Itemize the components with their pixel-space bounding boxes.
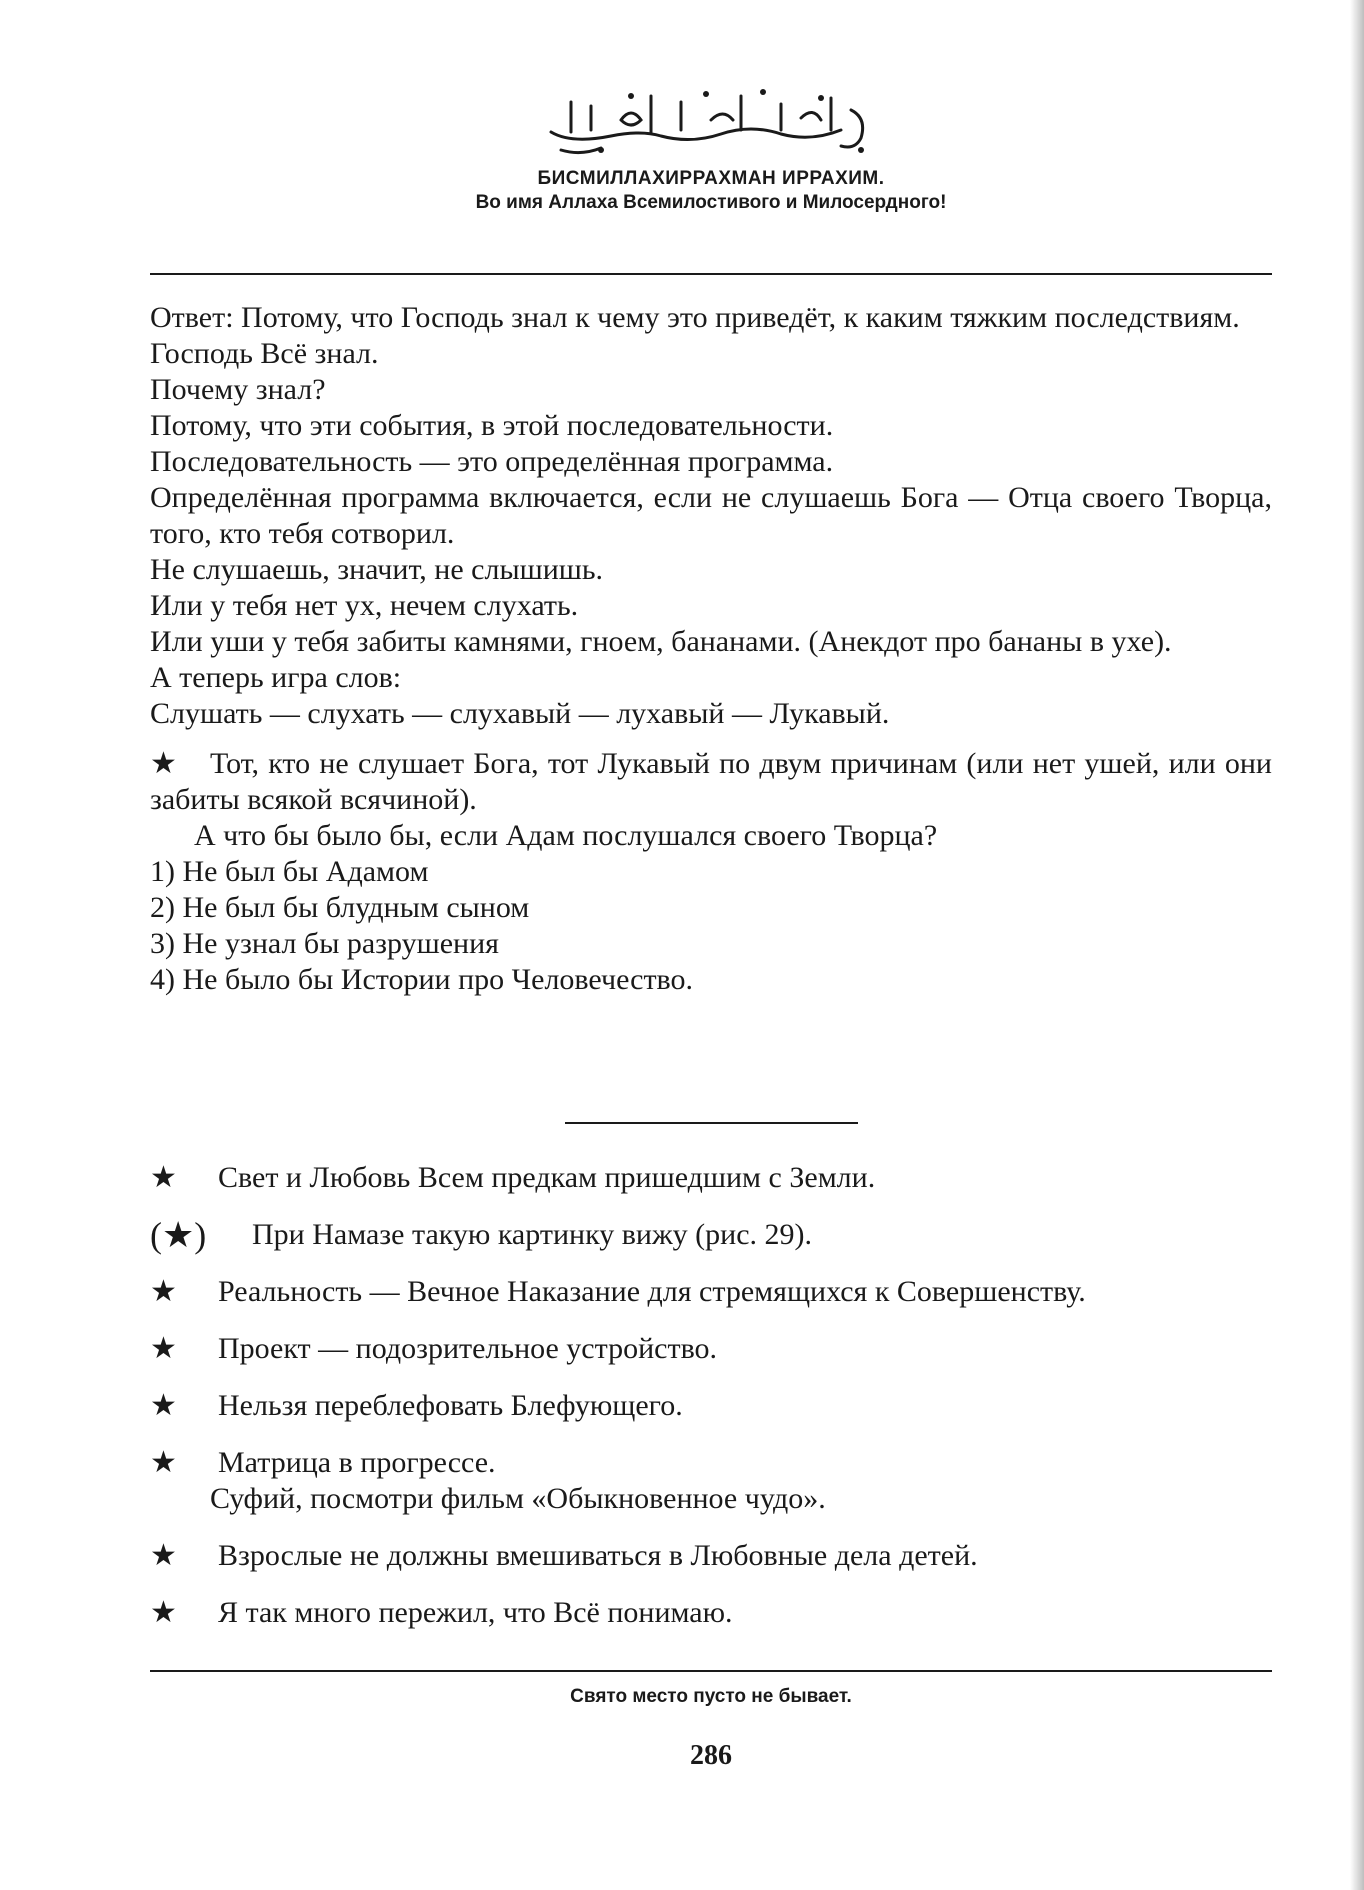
scan-edge <box>1350 0 1364 1890</box>
list-item: 2) Не был бы блудным сыном <box>150 891 530 924</box>
note-item <box>150 1160 1272 1196</box>
note-text: Проект — подозрительное устройство. <box>218 1332 718 1365</box>
header-divider <box>150 273 1272 275</box>
star-icon: ★ <box>150 1275 177 1308</box>
list-item: 4) Не было бы Истории про Человечество. <box>150 963 694 996</box>
star-icon: ★ <box>150 1596 177 1629</box>
paragraph: Слушать — слухать — слухавый — лухавый — Лукавый. <box>150 697 890 730</box>
note-item <box>150 1217 1272 1253</box>
note-text: При Намазе такую картинку вижу (рис. 29). <box>252 1218 813 1251</box>
page-number: 286 <box>690 1740 732 1771</box>
page-header <box>150 80 1272 214</box>
note-text: Нельзя переблефовать Блефующего. <box>218 1389 683 1422</box>
paragraph: Или у тебя нет ух, нечем слухать. <box>150 589 579 622</box>
paragraph: Ответ: Потому, что Господь знал к чему это приведёт, к каким тяжким последствиям. <box>150 301 1240 334</box>
star-paragraph <box>150 746 1272 818</box>
question: А что бы было бы, если Адам послушался своего Творца? <box>194 819 938 852</box>
paragraph: А теперь игра слов: <box>150 661 402 694</box>
list-item: 3) Не узнал бы разрушения <box>150 927 499 960</box>
star-icon: ★ <box>150 1161 177 1194</box>
note-text: Суфий, посмотри фильм «Обыкновенное чудо». <box>210 1482 826 1515</box>
star-paragraph-text: Тот, кто не слушает Бога, тот Лукавый по двум причинам (или нет ушей, или они забиты всякой всячиной). <box>150 747 1272 816</box>
main-text <box>150 300 1272 998</box>
section-divider <box>565 1122 858 1124</box>
star-icon: ★ <box>150 1389 177 1422</box>
note-text: Матрица в прогрессе. <box>218 1446 496 1479</box>
bismillah-calligraphy-icon <box>531 80 891 160</box>
note-item <box>150 1274 1272 1310</box>
star-icon: ★ <box>150 1539 177 1572</box>
paragraph: Потому, что эти события, в этой последовательности. <box>150 409 834 442</box>
note-item <box>150 1595 1272 1631</box>
paragraph: Определённая программа включается, если не слушаешь Бога — Отца своего Творца, того, кто тебя сотворил. <box>150 481 1272 550</box>
paragraph: Последовательность — это определённая программа. <box>150 445 834 478</box>
header-title: БИСМИЛЛАХИРРАХМАН ИРРАХИМ. <box>537 168 885 189</box>
star-icon: ★ <box>150 747 177 780</box>
notes-list <box>150 1160 1272 1652</box>
note-item <box>150 1331 1272 1367</box>
star-icon: ★ <box>150 1332 177 1365</box>
footer-quote: Свято место пусто не бывает. <box>570 1686 852 1707</box>
paragraph: Или уши у тебя забиты камнями, гноем, бананами. (Анекдот про бананы в ухе). <box>150 625 1172 658</box>
paragraph: Не слушаешь, значит, не слышишь. <box>150 553 604 586</box>
note-text: Взрослые не должны вмешиваться в Любовные дела детей. <box>218 1539 978 1572</box>
note-item <box>150 1445 1272 1517</box>
note-text: Реальность — Вечное Наказание для стремящихся к Совершенству. <box>218 1275 1086 1308</box>
paragraph: Почему знал? <box>150 373 326 406</box>
star-in-parens-icon: (★) <box>150 1215 207 1255</box>
paragraph: Господь Всё знал. <box>150 337 379 370</box>
note-item <box>150 1388 1272 1424</box>
header-subtitle: Во имя Аллаха Всемилостивого и Милосердного! <box>475 192 947 213</box>
list-item: 1) Не был бы Адамом <box>150 855 429 888</box>
note-text: Свет и Любовь Всем предкам пришедшим с Земли. <box>218 1161 876 1194</box>
note-item <box>150 1538 1272 1574</box>
note-text: Я так много пережил, что Всё понимаю. <box>218 1596 733 1629</box>
star-icon: ★ <box>150 1446 177 1479</box>
footer-divider <box>150 1670 1272 1672</box>
